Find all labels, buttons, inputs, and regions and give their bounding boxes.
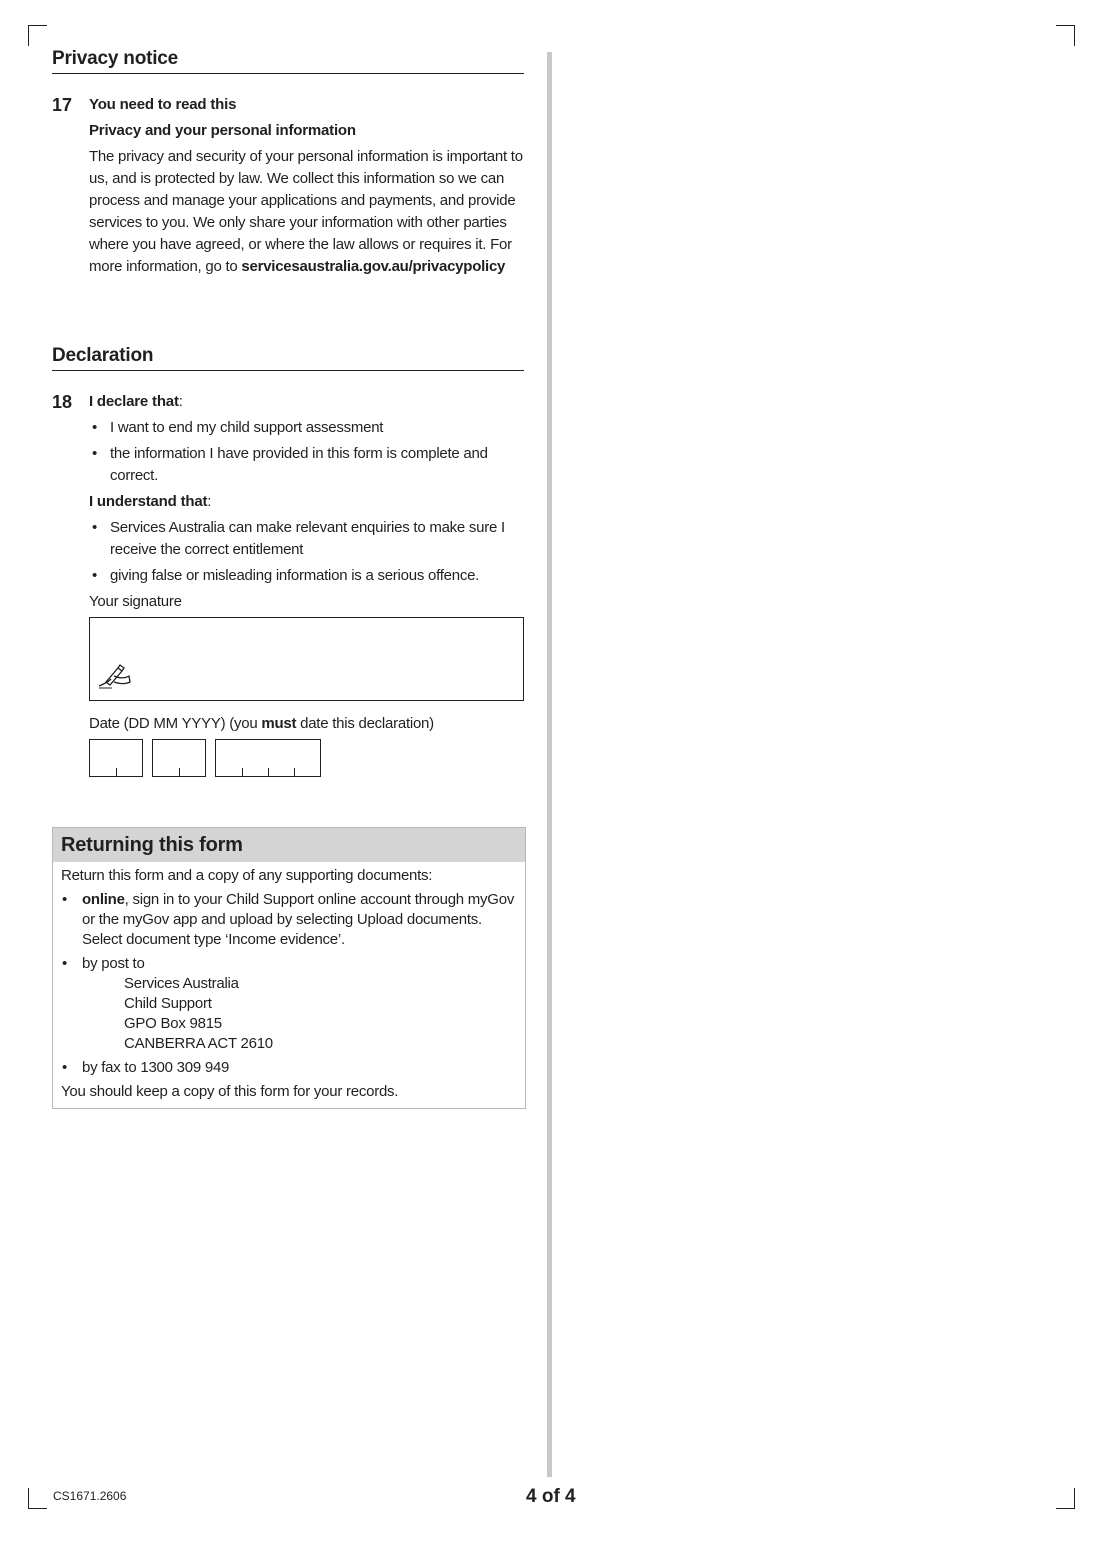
page-number: 4 of 4 [526,1486,576,1507]
privacy-body-text: The privacy and security of your personal information is important to us, and is protected by law. We collect this information so we can process and manage your applications and payments, and provide services to you. We only share your information with other parties where you have agreed, or where the law allows or requires it. For more information, go to [89,148,523,275]
returning-methods [61,890,517,1078]
crop-mark-bottom-right [1056,1488,1075,1509]
pen-writing-icon [96,662,134,690]
declaration-section [52,345,524,777]
list-item: • Services Australia can make relevant enquiries to make sure I receive the correct entitlement [89,517,524,561]
understand-heading: I understand that: [89,493,212,510]
privacy-subtitle: Privacy and your personal information [89,122,356,139]
question-number: 17 [52,95,73,115]
list-item: • I want to end my child support assessment [89,417,524,439]
list-item: • online, sign in to your Child Support online account through myGov or the myGov app and upload by selecting Upload documents. Select document type ‘Income evidence’. [61,890,517,950]
date-field [89,739,524,777]
list-item: • giving false or misleading information is a serious offence. [89,565,524,587]
question-17 [52,94,524,278]
question-number: 18 [52,392,73,412]
question-18 [52,391,524,777]
date-year-input[interactable] [215,739,321,777]
privacy-policy-link[interactable]: servicesaustralia.gov.au/privacypolicy [241,258,506,275]
privacy-body [89,146,524,278]
privacy-section [52,48,524,278]
returning-body [53,862,525,1108]
declaration-section-title: Declaration [52,345,524,371]
understand-list [89,517,524,587]
privacy-section-title: Privacy notice [52,48,524,74]
postal-address: Services Australia Child Support GPO Box 9815 CANBERRA ACT 2610 [124,975,273,1052]
returning-form-panel [52,827,526,1109]
declare-list [89,417,524,487]
date-month-input[interactable] [152,739,206,777]
date-label: Date (DD MM YYYY) (you must date this declaration) [89,715,434,732]
list-item: • by fax to 1300 309 949 [61,1058,517,1078]
returning-closing: You should keep a copy of this form for your records. [61,1083,399,1100]
returning-intro: Return this form and a copy of any supporting documents: [61,867,433,884]
returning-title: Returning this form [53,828,525,862]
column-divider [547,52,552,1477]
declare-heading: I declare that: [89,393,183,410]
signature-field[interactable] [89,617,524,701]
signature-label: Your signature [89,593,182,610]
crop-mark-bottom-left [28,1488,47,1509]
crop-mark-top-left [28,25,47,46]
list-item: • by post to Services Australia Child Support GPO Box 9815 CANBERRA ACT 2610 [61,954,517,1054]
form-code: CS1671.2606 [53,1489,127,1503]
list-item: • the information I have provided in this form is complete and correct. [89,443,524,487]
crop-mark-top-right [1056,25,1075,46]
date-day-input[interactable] [89,739,143,777]
question-title: You need to read this [89,96,237,113]
